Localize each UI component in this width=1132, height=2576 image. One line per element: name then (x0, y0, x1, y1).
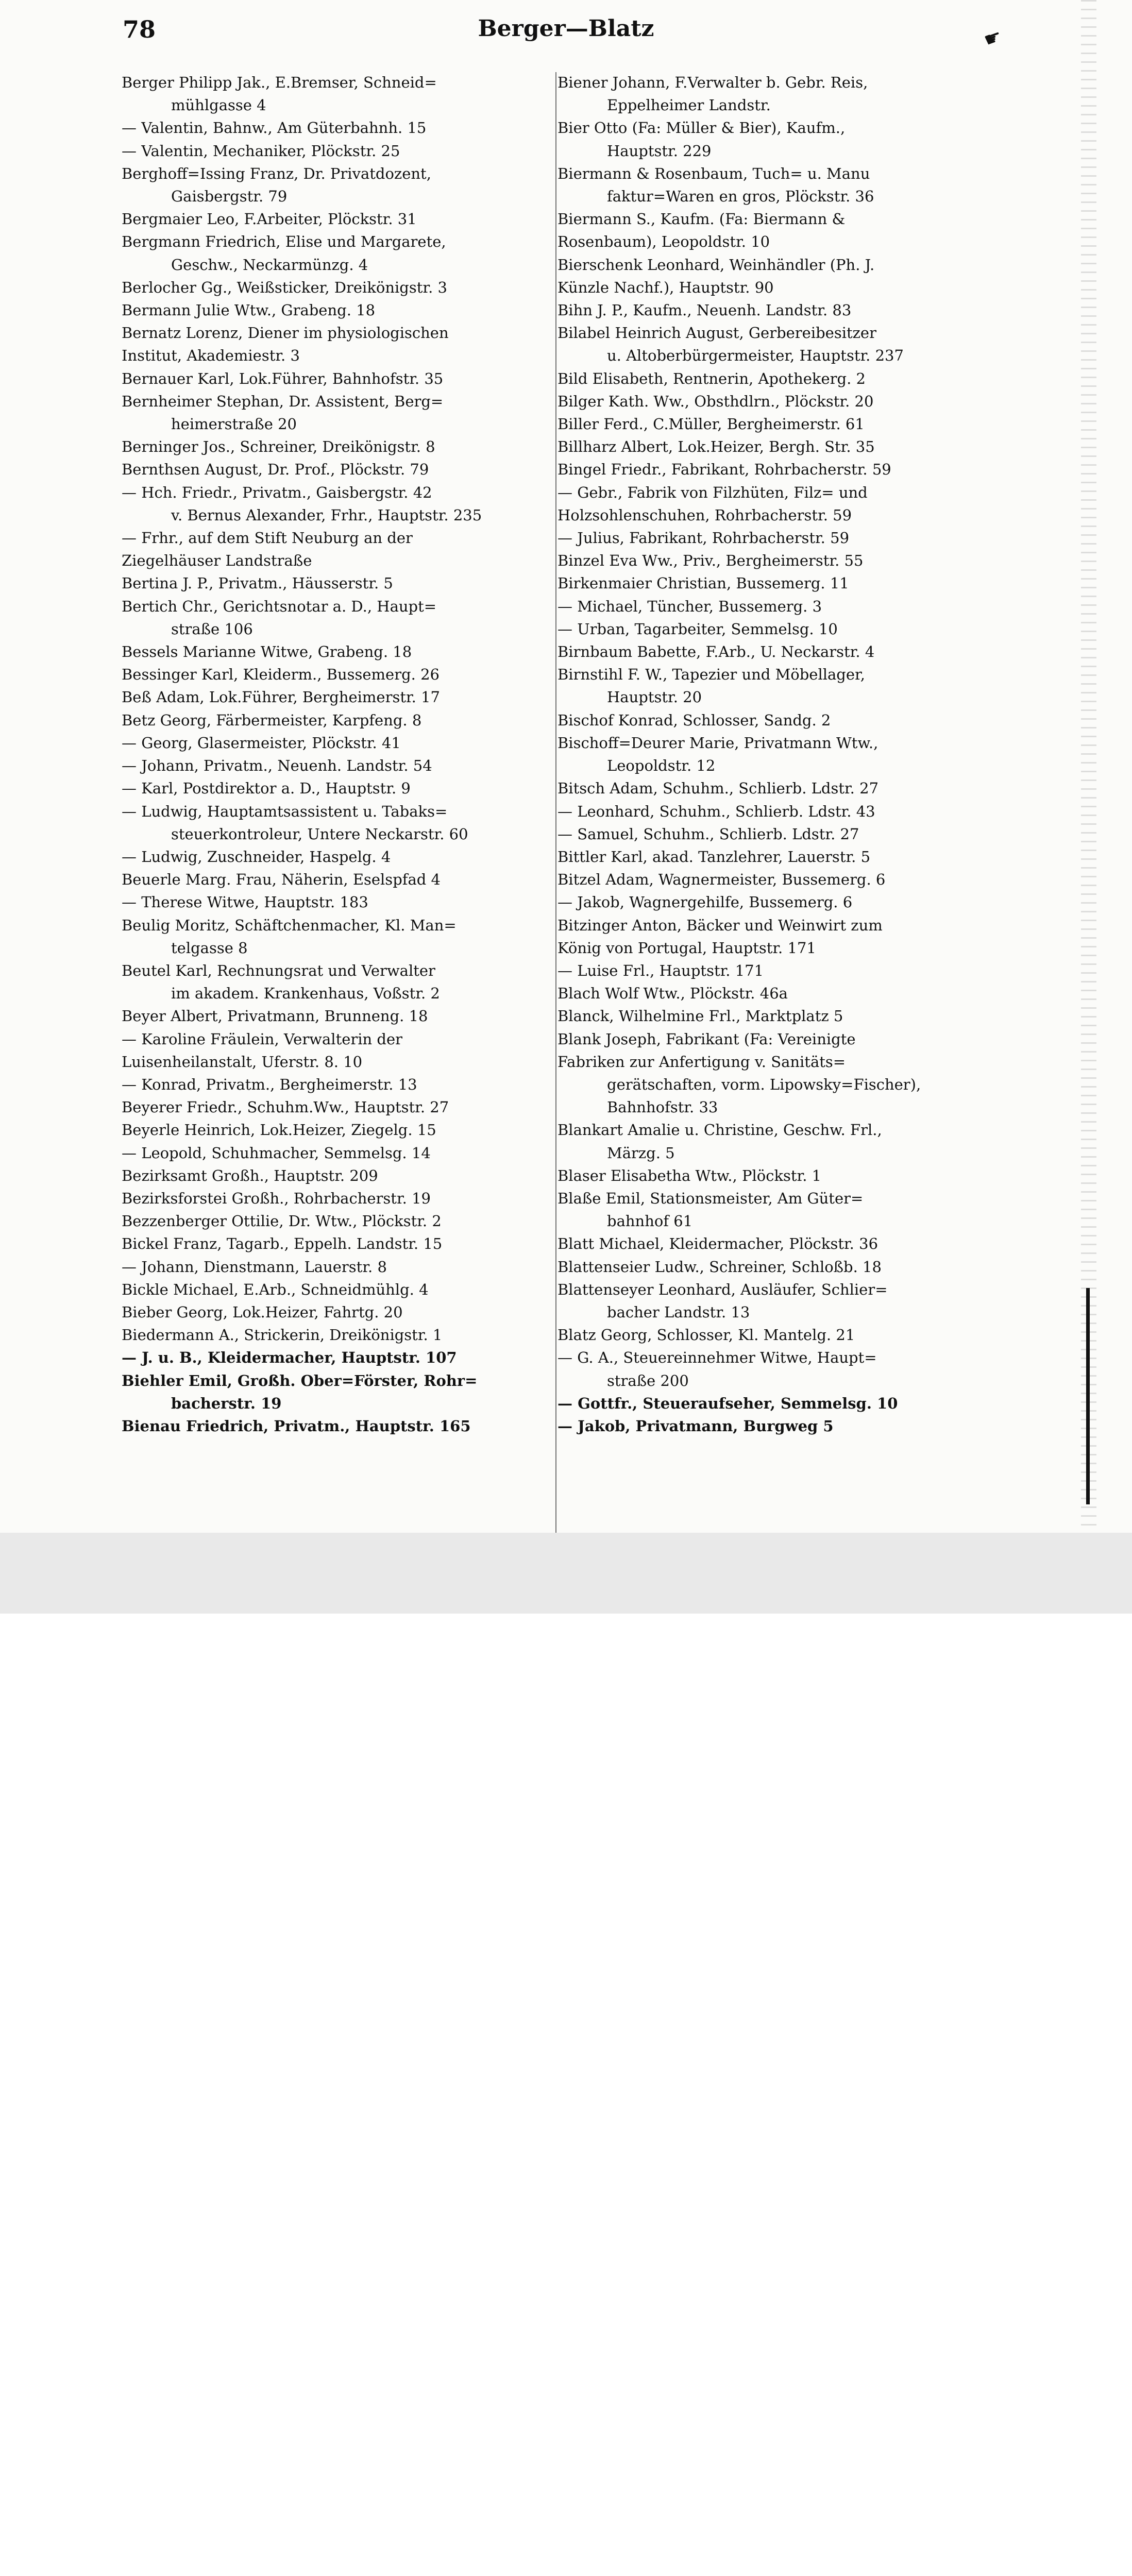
directory-line: Blach Wolf Wtw., Plöckstr. 46a (557, 985, 788, 1003)
directory-line: Bischof Konrad, Schlosser, Sandg. 2 (557, 711, 831, 729)
directory-line: — J. u. B., Kleidermacher, Hauptstr. 107 (122, 1349, 457, 1367)
directory-line: Bergmann Friedrich, Elise und Margarete, (122, 233, 446, 251)
directory-line: — Ludwig, Zuschneider, Haspelg. 4 (122, 848, 391, 866)
column-divider (555, 72, 556, 1577)
directory-line: Gaisbergstr. 79 (171, 188, 288, 206)
directory-line: Eppelheimer Landstr. (607, 96, 771, 114)
directory-line: Bernatz Lorenz, Diener im physiologischen (122, 324, 449, 342)
directory-line: Blatt Michael, Kleidermacher, Plöckstr. 36 (557, 1235, 878, 1253)
directory-line: — Jakob, Privatmann, Burgweg 5 (557, 1417, 834, 1435)
directory-line: Blaser Elisabetha Wtw., Plöckstr. 1 (557, 1166, 822, 1184)
directory-line: — Jakob, Wagnergehilfe, Bussemerg. 6 (557, 893, 853, 911)
directory-line: Fabriken zur Anfertigung v. Sanitäts= (557, 1053, 846, 1071)
directory-line: Berghoff=Issing Franz, Dr. Privatdozent, (122, 164, 431, 182)
directory-line: Märzg. 5 (607, 1144, 675, 1162)
directory-line: — Frhr., auf dem Stift Neuburg an der (122, 529, 413, 547)
directory-line: Birnbaum Babette, F.Arb., U. Neckarstr. 4 (557, 643, 875, 661)
directory-line: Blank Joseph, Fabrikant (Fa: Vereinigte (557, 1030, 856, 1048)
directory-line: — Michael, Tüncher, Bussemerg. 3 (557, 597, 822, 615)
directory-line: gerätschaften, vorm. Lipowsky=Fischer), (607, 1075, 921, 1093)
directory-line: Biermann S., Kaufm. (Fa: Biermann & (557, 210, 846, 228)
directory-line: Blattenseyer Leonhard, Ausläufer, Schlier= (557, 1280, 888, 1298)
directory-line: Blattenseier Ludw., Schreiner, Schloßb. 18 (557, 1258, 882, 1276)
directory-line: — Gottfr., Steueraufseher, Semmelsg. 10 (557, 1394, 898, 1412)
directory-line: Bilger Kath. Ww., Obsthdlrn., Plöckstr. 20 (557, 392, 874, 410)
directory-line: — Samuel, Schuhm., Schlierb. Ldstr. 27 (557, 825, 859, 843)
directory-line: Bienau Friedrich, Privatm., Hauptstr. 165 (122, 1417, 471, 1435)
directory-line: Blatz Georg, Schlosser, Kl. Mantelg. 21 (557, 1326, 855, 1344)
directory-line: — Therese Witwe, Hauptstr. 183 (122, 893, 368, 911)
directory-line: faktur=Waren en gros, Plöckstr. 36 (607, 188, 874, 206)
directory-line: Bihn J. P., Kaufm., Neuenh. Landstr. 83 (557, 301, 852, 319)
directory-line: — G. A., Steuereinnehmer Witwe, Haupt= (557, 1349, 877, 1367)
page-edge-shadow (1086, 1288, 1090, 1504)
directory-line: steuerkontroleur, Untere Neckarstr. 60 (171, 825, 468, 843)
directory-line: Bessinger Karl, Kleiderm., Bussemerg. 26 (122, 666, 440, 684)
directory-line: Holzsohlenschuhen, Rohrbacherstr. 59 (557, 506, 852, 524)
directory-line: Hauptstr. 20 (607, 688, 702, 706)
directory-line: Bernthsen August, Dr. Prof., Plöckstr. 79 (122, 461, 429, 479)
directory-line: Biller Ferd., C.Müller, Bergheimerstr. 61 (557, 415, 865, 433)
directory-line: Bier Otto (Fa: Müller & Bier), Kaufm., (557, 119, 846, 137)
page-number: 78 (123, 15, 156, 43)
directory-line: — Leopold, Schuhmacher, Semmelsg. 14 (122, 1144, 431, 1162)
directory-line: — Luise Frl., Hauptstr. 171 (557, 961, 764, 979)
directory-line: Bitzel Adam, Wagnermeister, Bussemerg. 6 (557, 871, 886, 889)
directory-line: — Valentin, Bahnw., Am Güterbahnh. 15 (122, 119, 427, 137)
directory-line: Bertich Chr., Gerichtsnotar a. D., Haupt= (122, 597, 437, 615)
directory-line: Beyerle Heinrich, Lok.Heizer, Ziegelg. 15 (122, 1121, 436, 1139)
directory-line: Rosenbaum), Leopoldstr. 10 (557, 233, 770, 251)
directory-line: — Julius, Fabrikant, Rohrbacherstr. 59 (557, 529, 850, 547)
directory-line: Biener Johann, F.Verwalter b. Gebr. Reis, (557, 74, 868, 91)
directory-line: im akadem. Krankenhaus, Voßstr. 2 (171, 985, 440, 1003)
directory-line: Beulig Moritz, Schäftchenmacher, Kl. Man= (122, 916, 457, 934)
directory-line: — Gebr., Fabrik von Filzhüten, Filz= und (557, 483, 868, 501)
directory-line: Berlocher Gg., Weißsticker, Dreikönigstr. 3 (122, 278, 447, 296)
directory-line: König von Portugal, Hauptstr. 171 (557, 939, 816, 957)
directory-line: Bieber Georg, Lok.Heizer, Fahrtg. 20 (122, 1303, 403, 1321)
directory-line: Bahnhofstr. 33 (607, 1098, 718, 1116)
directory-line: Binzel Eva Ww., Priv., Bergheimerstr. 55 (557, 552, 864, 570)
directory-line: Hauptstr. 229 (607, 142, 712, 160)
directory-line: bacherstr. 19 (171, 1394, 282, 1412)
directory-line: Beuerle Marg. Frau, Näherin, Eselspfad 4 (122, 871, 441, 889)
directory-line: Luisenheilanstalt, Uferstr. 8. 10 (122, 1053, 363, 1071)
directory-line: Beutel Karl, Rechnungsrat und Verwalter (122, 961, 435, 979)
pointing-hand-mark: ☛ (981, 24, 1005, 52)
directory-line: — Karl, Postdirektor a. D., Hauptstr. 9 (122, 779, 411, 798)
directory-line: Beyer Albert, Privatmann, Brunneng. 18 (122, 1007, 428, 1025)
directory-line: — Konrad, Privatm., Bergheimerstr. 13 (122, 1075, 417, 1093)
directory-line: Bittler Karl, akad. Tanzlehrer, Lauerstr. 5 (557, 848, 871, 866)
directory-line: Bertina J. P., Privatm., Häusserstr. 5 (122, 574, 393, 592)
directory-line: Ziegelhäuser Landstraße (122, 552, 312, 570)
directory-line: — Ludwig, Hauptamtsassistent u. Tabaks= (122, 802, 448, 820)
directory-line: Bilabel Heinrich August, Gerbereibesitzer (557, 324, 876, 342)
directory-line: Bezirksamt Großh., Hauptstr. 209 (122, 1166, 378, 1184)
right-column (557, 71, 984, 1437)
directory-line: — Urban, Tagarbeiter, Semmelsg. 10 (557, 620, 838, 638)
directory-line: — Georg, Glasermeister, Plöckstr. 41 (122, 734, 401, 752)
directory-line: Bickel Franz, Tagarb., Eppelh. Landstr. 15 (122, 1235, 443, 1253)
directory-line: v. Bernus Alexander, Frhr., Hauptstr. 235 (171, 506, 482, 524)
directory-line: Beyerer Friedr., Schuhm.Ww., Hauptstr. 27 (122, 1098, 449, 1116)
directory-line: Bitzinger Anton, Bäcker und Weinwirt zum (557, 916, 883, 934)
directory-line: telgasse 8 (171, 939, 248, 957)
directory-line: Billharz Albert, Lok.Heizer, Bergh. Str. 35 (557, 438, 875, 456)
directory-line: Blanck, Wilhelmine Frl., Marktplatz 5 (557, 1007, 843, 1025)
directory-line: Biermann & Rosenbaum, Tuch= u. Manu (557, 164, 870, 182)
directory-line: Beß Adam, Lok.Führer, Bergheimerstr. 17 (122, 688, 441, 706)
directory-line: Birnstihl F. W., Tapezier und Möbellager, (557, 666, 865, 684)
directory-line: Blankart Amalie u. Christine, Geschw. Frl., (557, 1121, 882, 1139)
directory-line: Künzle Nachf.), Hauptstr. 90 (557, 278, 774, 296)
directory-line: Bernauer Karl, Lok.Führer, Bahnhofstr. 35 (122, 369, 444, 387)
directory-line: Institut, Akademiestr. 3 (122, 347, 300, 365)
directory-line: — Karoline Fräulein, Verwalterin der (122, 1030, 403, 1048)
directory-line: Bild Elisabeth, Rentnerin, Apothekerg. 2 (557, 369, 866, 387)
directory-line: Berninger Jos., Schreiner, Dreikönigstr. 8 (122, 438, 435, 456)
directory-line: Bickle Michael, E.Arb., Schneidmühlg. 4 (122, 1280, 429, 1298)
directory-line: bacher Landstr. 13 (607, 1303, 750, 1321)
directory-line: heimerstraße 20 (171, 415, 297, 433)
directory-line: Bingel Friedr., Fabrikant, Rohrbacherstr. 59 (557, 461, 891, 479)
directory-line: Biehler Emil, Großh. Ober=Förster, Rohr= (122, 1371, 478, 1389)
directory-line: Leopoldstr. 12 (607, 757, 716, 775)
directory-line: Geschw., Neckarmünzg. 4 (171, 256, 368, 274)
directory-line: Bitsch Adam, Schuhm., Schlierb. Ldstr. 27 (557, 779, 879, 798)
left-column (122, 71, 554, 1437)
directory-line: Bermann Julie Wtw., Grabeng. 18 (122, 301, 376, 319)
directory-line: Bernheimer Stephan, Dr. Assistent, Berg= (122, 392, 444, 410)
directory-line: straße 106 (171, 620, 253, 638)
directory-line: mühlgasse 4 (171, 96, 266, 114)
directory-line: — Valentin, Mechaniker, Plöckstr. 25 (122, 142, 400, 160)
directory-line: bahnhof 61 (607, 1212, 693, 1230)
directory-line: — Leonhard, Schuhm., Schlierb. Ldstr. 43 (557, 802, 875, 820)
directory-line: Bezzenberger Ottilie, Dr. Wtw., Plöckstr. 2 (122, 1212, 442, 1230)
directory-line: — Johann, Dienstmann, Lauerstr. 8 (122, 1258, 387, 1276)
directory-line: — Hch. Friedr., Privatm., Gaisbergstr. 42 (122, 483, 432, 501)
directory-line: Bezirksforstei Großh., Rohrbacherstr. 19 (122, 1189, 431, 1207)
directory-line: straße 200 (607, 1371, 689, 1389)
directory-line: Betz Georg, Färbermeister, Karpfeng. 8 (122, 711, 422, 729)
directory-line: Bessels Marianne Witwe, Grabeng. 18 (122, 643, 412, 661)
directory-line: Birkenmaier Christian, Bussemerg. 11 (557, 574, 849, 592)
directory-line: Blaße Emil, Stationsmeister, Am Güter= (557, 1189, 864, 1207)
directory-line: Bischoff=Deurer Marie, Privatmann Wtw., (557, 734, 878, 752)
directory-line: Biedermann A., Strickerin, Dreikönigstr. 1 (122, 1326, 443, 1344)
directory-line: — Johann, Privatm., Neuenh. Landstr. 54 (122, 757, 432, 775)
running-title: Berger—Blatz (478, 15, 654, 42)
directory-line: Berger Philipp Jak., E.Bremser, Schneid= (122, 74, 437, 91)
directory-line: Bierschenk Leonhard, Weinhändler (Ph. J. (557, 256, 875, 274)
directory-line: Bergmaier Leo, F.Arbeiter, Plöckstr. 31 (122, 210, 417, 228)
viewer-footer (0, 1533, 1132, 1614)
directory-line: u. Altoberbürgermeister, Hauptstr. 237 (607, 347, 904, 365)
